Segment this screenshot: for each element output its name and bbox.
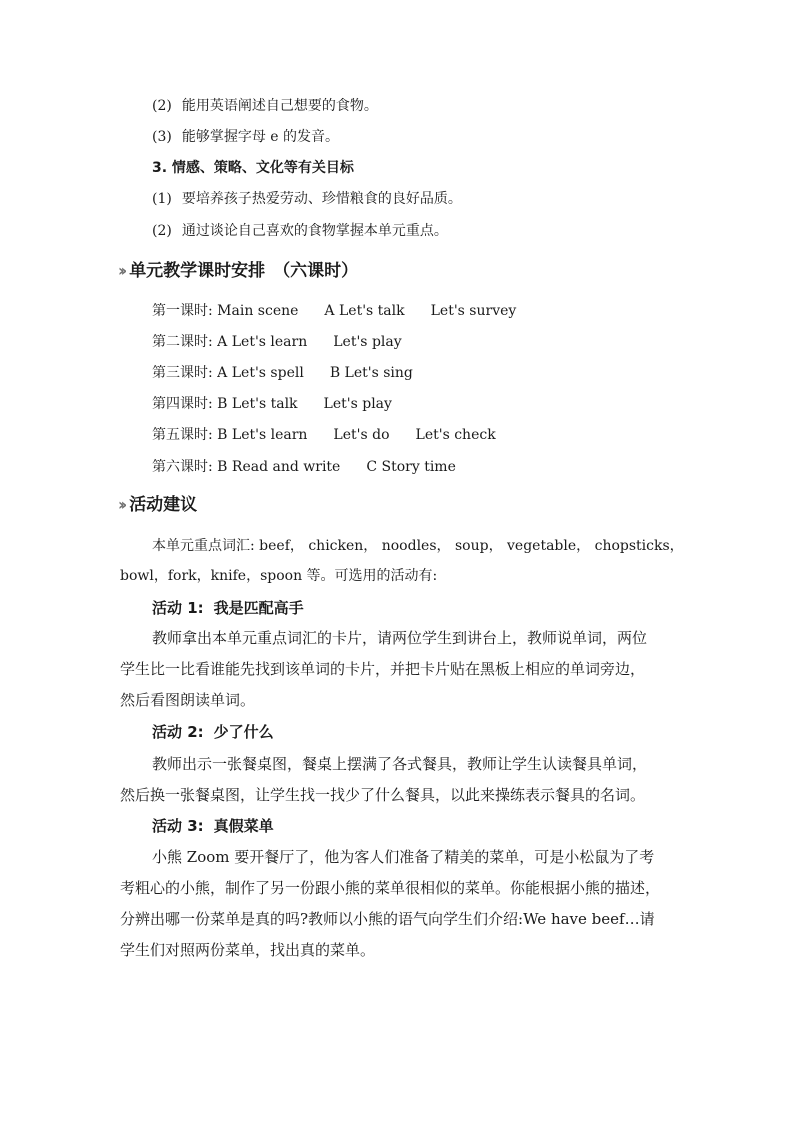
activity-line: 考粗心的小熊，制作了另一份跟小熊的菜单很相似的菜单。你能根据小熊的描述， <box>120 879 661 897</box>
double-chevron-icon: ›› <box>118 261 124 280</box>
lesson-label: 第三课时: <box>152 365 213 381</box>
item-number: (1) <box>152 191 172 207</box>
lesson-part: Main scene <box>217 303 299 319</box>
activity-label: 活动 3: <box>152 817 204 835</box>
lesson-part: A Let's spell <box>217 365 304 381</box>
lesson-line <box>152 458 482 476</box>
schedule-heading-note: （六课时） <box>273 261 359 281</box>
lesson-part: C Story time <box>366 459 456 475</box>
intro-line: 本单元重点词汇: beef， chicken， noodles， soup， vegetable， chopsticks， <box>152 538 684 554</box>
activity-label: 活动 2: <box>152 723 204 741</box>
item-text: 能够掌握字母 e 的发音。 <box>181 129 340 145</box>
schedule-heading <box>118 260 358 282</box>
item-text: 通过谈论自己喜欢的食物掌握本单元重点。 <box>181 223 448 239</box>
lesson-part: Let's do <box>333 427 390 443</box>
activity-label: 活动 1: <box>152 599 204 617</box>
activity-title <box>152 816 274 836</box>
emotion-item <box>152 190 462 208</box>
lesson-label: 第五课时: <box>152 427 213 443</box>
activities-heading-text: 活动建议 <box>129 495 198 515</box>
schedule-heading-text: 单元教学课时安排 <box>129 261 266 281</box>
lesson-line <box>152 302 542 320</box>
lesson-part: B Let's learn <box>217 427 308 443</box>
lesson-part: Let's survey <box>430 303 517 319</box>
intro-line: bowl，fork，knife，spoon 等。可选用的活动有: <box>120 568 438 584</box>
lesson-line <box>152 364 439 382</box>
activity-name: 少了什么 <box>213 723 274 741</box>
activity-name: 我是匹配高手 <box>213 599 304 617</box>
lesson-label: 第一课时: <box>152 303 213 319</box>
item-number: (3) <box>152 129 172 145</box>
activity-name: 真假菜单 <box>213 817 274 835</box>
lesson-label: 第六课时: <box>152 459 213 475</box>
activity-line: 学生比一比看谁能先找到该单词的卡片，并把卡片贴在黑板上相应的单词旁边， <box>120 660 646 678</box>
lesson-label: 第二课时: <box>152 334 213 350</box>
objective-item <box>152 128 339 146</box>
lesson-line <box>152 395 418 413</box>
activity-title <box>152 598 304 618</box>
item-number: (2) <box>152 98 172 114</box>
emotion-item <box>152 222 448 240</box>
lesson-part: Let's check <box>415 427 496 443</box>
double-chevron-icon: ›› <box>118 495 124 514</box>
activities-heading <box>118 494 197 516</box>
activity-line: 教师出示一张餐桌图，餐桌上摆满了各式餐具，教师让学生认读餐具单词， <box>152 755 648 773</box>
lesson-part: B Read and write <box>217 459 341 475</box>
activity-line: 然后看图朗读单词。 <box>120 691 256 709</box>
lesson-part: B Let's sing <box>329 365 413 381</box>
activity-title <box>152 722 274 742</box>
activity-line: 学生们对照两份菜单，找出真的菜单。 <box>120 941 376 959</box>
lesson-part: A Let's learn <box>217 334 308 350</box>
lesson-part: B Let's talk <box>217 396 298 412</box>
lesson-line <box>152 333 428 351</box>
lesson-part: Let's play <box>323 396 392 412</box>
activity-line: 教师拿出本单元重点词汇的卡片，请两位学生到讲台上，教师说单词，两位 <box>152 629 648 647</box>
item-text: 能用英语阐述自己想要的食物。 <box>181 98 378 114</box>
emotion-heading: 3. 情感、策略、文化等有关目标 <box>152 160 354 176</box>
item-text: 要培养孩子热爱劳动、珍惜粮食的良好品质。 <box>181 191 462 207</box>
activity-line: 小熊 Zoom 要开餐厅了，他为客人们准备了精美的菜单，可是小松鼠为了考 <box>152 848 655 866</box>
lesson-part: A Let's talk <box>324 303 405 319</box>
lesson-label: 第四课时: <box>152 396 213 412</box>
objective-item <box>152 97 378 115</box>
item-number: (2) <box>152 223 172 239</box>
activity-line: 然后换一张餐桌图，让学生找一找少了什么餐具，以此来操练表示餐具的名词。 <box>120 786 646 804</box>
activity-line: 分辨出哪一份菜单是真的吗?教师以小熊的语气向学生们介绍:We have beef…请 <box>120 910 655 928</box>
lesson-part: Let's play <box>333 334 402 350</box>
lesson-line <box>152 426 522 444</box>
